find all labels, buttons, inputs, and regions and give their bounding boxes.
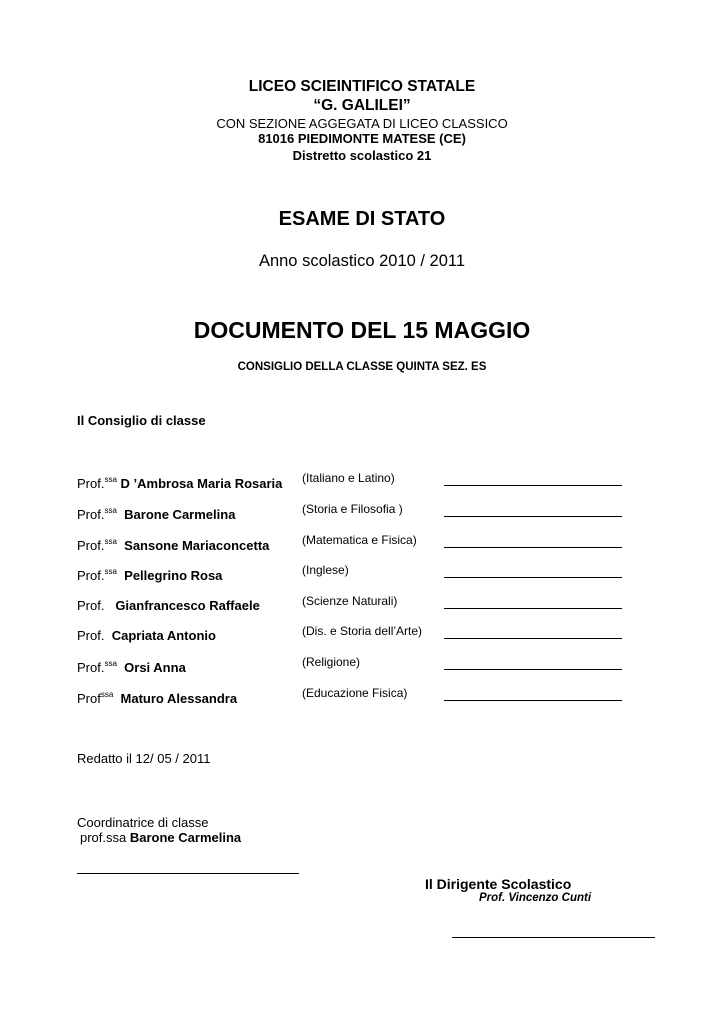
school-name: LICEO SCIEINTIFICO STATALE	[248, 78, 476, 95]
signature-line	[444, 608, 622, 609]
member-name-cell	[77, 537, 269, 553]
member-name-cell	[77, 628, 216, 643]
coordinator-name: Barone Carmelina	[129, 830, 242, 845]
principal-name: Prof. Vincenzo Cunti	[479, 892, 592, 904]
coordinator-prefix: prof.ssa	[80, 830, 127, 845]
member-prefix: Prof.	[77, 507, 105, 522]
member-name-cell	[77, 475, 282, 491]
school-address: 81016 PIEDIMONTE MATESE (CE)	[258, 131, 466, 146]
member-name: Barone Carmelina	[124, 507, 236, 522]
school-district: Distretto scolastico 21	[292, 148, 432, 163]
class-council: CONSIGLIO DELLA CLASSE QUINTA SEZ. ES	[237, 361, 487, 373]
signature-line	[444, 577, 622, 578]
drafted-date: Redatto il 12/ 05 / 2011	[77, 751, 211, 766]
member-name: Gianfrancesco Raffaele	[115, 598, 260, 613]
member-name-cell	[77, 598, 260, 613]
exam-title: ESAME DI STATO	[278, 208, 446, 230]
signature-line	[444, 700, 622, 701]
coordinator-label: Coordinatrice di classe	[77, 815, 209, 830]
signature-line	[444, 638, 622, 639]
member-prefix: Prof	[77, 691, 101, 706]
member-name-cell	[77, 659, 186, 675]
school-title: “G. GALILEI”	[313, 97, 411, 114]
member-prefix: Prof.	[77, 628, 105, 643]
member-row	[0, 686, 724, 710]
member-subject: (Educazione Fisica)	[302, 686, 408, 700]
member-subject: (Religione)	[302, 655, 361, 669]
member-prefix: Prof.	[77, 598, 105, 613]
school-year: Anno scolastico 2010 / 2011	[258, 252, 466, 270]
member-suffix: ssa	[104, 475, 117, 484]
member-suffix: ssa	[100, 690, 114, 699]
member-row	[0, 502, 724, 526]
document-title: DOCUMENTO DEL 15 MAGGIO	[193, 317, 531, 343]
member-name-cell	[77, 690, 237, 706]
member-row	[0, 533, 724, 557]
member-subject: (Matematica e Fisica)	[302, 533, 417, 547]
signature-line	[444, 516, 622, 517]
member-suffix: ssa	[104, 567, 117, 576]
member-prefix: Prof.	[77, 538, 105, 553]
member-subject: (Inglese)	[302, 563, 349, 577]
member-suffix: ssa	[104, 659, 117, 668]
council-heading: Il Consiglio di classe	[77, 413, 206, 428]
member-row	[0, 624, 724, 648]
member-name-cell	[77, 567, 222, 583]
member-name: Maturo Alessandra	[120, 691, 238, 706]
member-subject: (Storia e Filosofia )	[302, 502, 403, 516]
member-row	[0, 655, 724, 679]
principal-label: Il Dirigente Scolastico	[425, 876, 572, 892]
member-suffix: ssa	[104, 506, 117, 515]
member-name: D ’Ambrosa Maria Rosaria	[120, 476, 283, 491]
member-prefix: Prof.	[77, 476, 105, 491]
signature-line	[444, 547, 622, 548]
member-prefix: Prof.	[77, 568, 105, 583]
signature-line	[444, 669, 622, 670]
member-row	[0, 594, 724, 618]
member-name: Sansone Mariaconcetta	[124, 538, 270, 553]
member-name: Orsi Anna	[124, 660, 186, 675]
member-subject: (Scienze Naturali)	[302, 594, 398, 608]
member-prefix: Prof.	[77, 660, 105, 675]
signature-line	[444, 485, 622, 486]
principal-signature-line	[452, 937, 655, 938]
member-suffix: ssa	[104, 537, 117, 546]
member-subject: (Italiano e Latino)	[302, 471, 395, 485]
coordinator-line	[80, 830, 241, 845]
member-row	[0, 563, 724, 587]
coordinator-signature-line	[77, 873, 299, 874]
school-section: CON SEZIONE AGGEGATA DI LICEO CLASSICO	[216, 116, 508, 131]
member-subject: (Dis. e Storia dell’Arte)	[302, 624, 423, 638]
member-row	[0, 471, 724, 495]
member-name: Capriata Antonio	[111, 628, 216, 643]
member-name: Pellegrino Rosa	[124, 568, 223, 583]
member-name-cell	[77, 506, 235, 522]
